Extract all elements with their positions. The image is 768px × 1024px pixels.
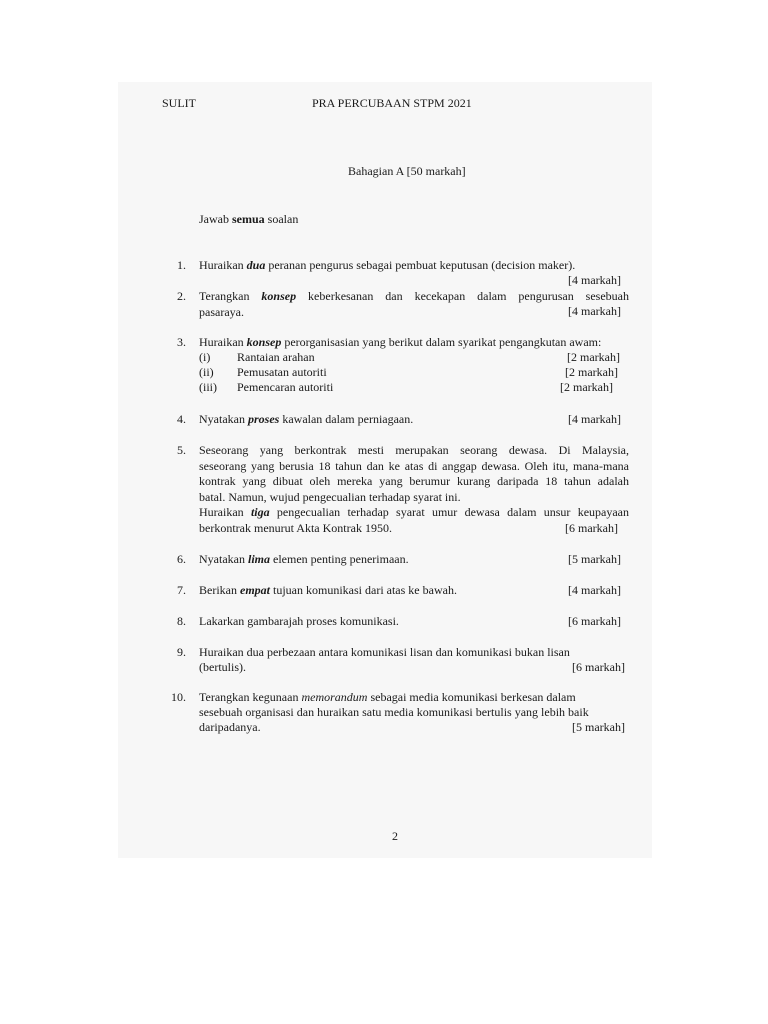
question-number: 10.: [171, 690, 186, 704]
question-text: Terangkan konsep keberkesanan dan kecekapan dalam pengurusan sesebuah pasaraya.: [199, 289, 629, 319]
question-text: Nyatakan proses kawalan dalam perniagaan.: [199, 412, 414, 426]
question-number: 8.: [177, 614, 186, 628]
question-text: Huraikan dua peranan pengurus sebagai pembuat keputusan (decision maker).: [199, 258, 576, 272]
question-marks: [5 markah]: [572, 720, 625, 734]
sub-item-label: (i): [199, 350, 211, 364]
question-text-line: Terangkan kegunaan memorandum sebagai media komunikasi berkesan dalam: [199, 690, 576, 704]
question-number: 7.: [177, 583, 186, 597]
question-marks: [2 markah]: [560, 380, 613, 394]
question-text-line: Huraikan dua perbezaan antara komunikasi lisan dan komunikasi bukan lisan: [199, 645, 570, 659]
question-number: 3.: [177, 335, 186, 349]
section-title: Bahagian A [50 markah]: [348, 164, 466, 178]
question-text: Nyatakan lima elemen penting penerimaan.: [199, 552, 409, 566]
question-marks: [6 markah]: [572, 660, 625, 674]
question-text-line: daripadanya.: [199, 720, 261, 734]
question-marks: [2 markah]: [567, 350, 620, 364]
sub-item-label: (iii): [199, 380, 217, 394]
sub-item-label: (ii): [199, 365, 214, 379]
sub-item-text: Rantaian arahan: [237, 350, 315, 364]
sub-item-text: Pemencaran autoriti: [237, 380, 334, 394]
question-marks: [6 markah]: [568, 614, 621, 628]
question-number: 5.: [177, 443, 186, 457]
question-number: 4.: [177, 412, 186, 426]
header-classification: SULIT: [162, 96, 196, 110]
question-number: 1.: [177, 258, 186, 272]
question-number: 2.: [177, 289, 186, 303]
question-marks: [2 markah]: [565, 365, 618, 379]
question-text: Lakarkan gambarajah proses komunikasi.: [199, 614, 399, 628]
question-text-line: (bertulis).: [199, 660, 246, 674]
sub-item-text: Pemusatan autoriti: [237, 365, 327, 379]
instruction: Jawab semua soalan: [199, 212, 299, 226]
question-marks: [4 markah]: [568, 583, 621, 597]
question-text: Seseorang yang berkontrak mesti merupakan seorang dewasa. Di Malaysia, seseorang yang berusia 18 tahun dan ke atas di anggap dewasa. Oleh itu, mana-mana kontrak yang dibuat oleh mereka yang berumur kurang daripada 18 tahun adalah batal. Namun, wujud pengecualian terhadap syarat ini. Huraikan tiga pengecualian terhadap syarat umur dewasa dalam unsur keupayaan berkontrak menurut Akta Kontrak 1950.: [199, 443, 629, 535]
question-text: Huraikan konsep perorganisasian yang berikut dalam syarikat pengangkutan awam:: [199, 335, 602, 349]
header-exam-title: PRA PERCUBAAN STPM 2021: [312, 96, 472, 110]
question-number: 9.: [177, 645, 186, 659]
question-marks: [6 markah]: [565, 521, 618, 535]
question-marks: [4 markah]: [568, 304, 621, 318]
question-text: Berikan empat tujuan komunikasi dari atas ke bawah.: [199, 583, 457, 597]
question-number: 6.: [177, 552, 186, 566]
question-marks: [4 markah]: [568, 412, 621, 426]
question-text-line: sesebuah organisasi dan huraikan satu media komunikasi bertulis yang lebih baik: [199, 705, 589, 719]
page-number: 2: [392, 829, 398, 843]
question-marks: [4 markah]: [568, 273, 621, 287]
question-marks: [5 markah]: [568, 552, 621, 566]
